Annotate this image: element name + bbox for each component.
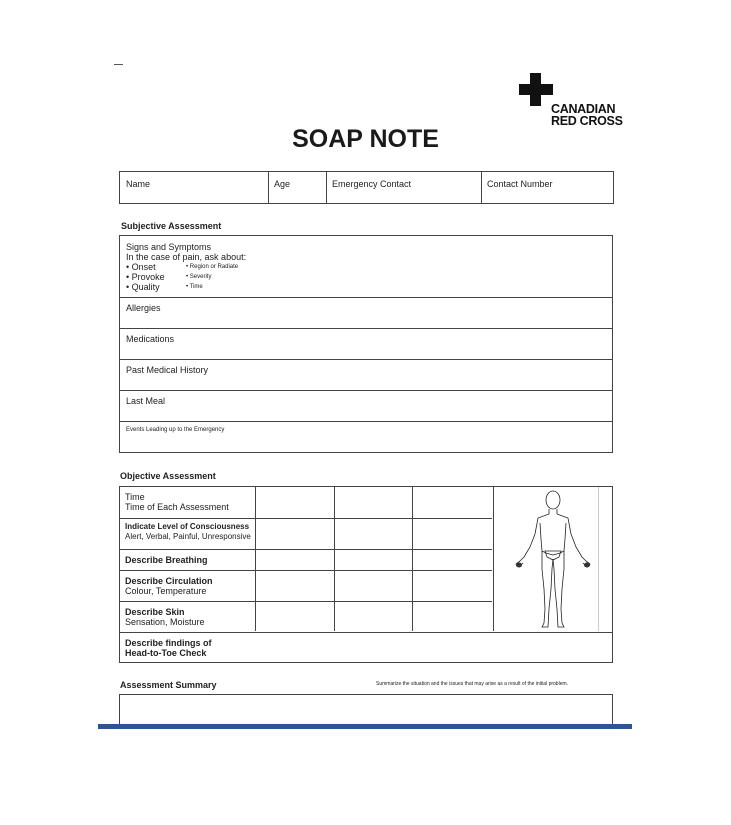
region-item: • Region or Radiate — [186, 264, 239, 270]
subjective-heading: Subjective Assessment — [121, 221, 222, 231]
severity-item: • Severity — [186, 274, 212, 280]
emergency-contact-field[interactable]: Emergency Contact — [332, 179, 412, 189]
time-title: Time — [125, 492, 145, 502]
summary-box[interactable] — [119, 694, 613, 726]
name-field[interactable]: Name — [126, 179, 151, 189]
events-field[interactable]: Events Leading up to the Emergency — [126, 427, 225, 433]
logo-line1: CANADIAN — [551, 102, 616, 116]
subjective-table — [119, 235, 613, 453]
consciousness-sub: Alert, Verbal, Painful, Unresponsive — [125, 532, 251, 541]
breathing-title: Describe Breathing — [125, 555, 208, 565]
onset-item: • Onset — [126, 262, 156, 272]
time-item: • Time — [186, 284, 203, 290]
summary-heading: Assessment Summary — [120, 680, 217, 690]
past-medical-history-field[interactable]: Past Medical History — [126, 365, 209, 375]
objective-heading: Objective Assessment — [120, 471, 216, 481]
contact-number-field[interactable]: Contact Number — [487, 179, 553, 189]
last-meal-field[interactable]: Last Meal — [126, 396, 166, 406]
allergies-field[interactable]: Allergies — [126, 303, 161, 313]
logo-text — [551, 103, 623, 127]
time-sub: Time of Each Assessment — [125, 502, 229, 512]
age-field[interactable]: Age — [274, 179, 291, 189]
pain-intro: In the case of pain, ask about: — [126, 252, 247, 262]
quality-item: • Quality — [126, 282, 160, 292]
consciousness-title: Indicate Level of Consciousness — [125, 522, 250, 531]
skin-title: Describe Skin — [125, 607, 185, 617]
circulation-sub: Colour, Temperature — [125, 586, 207, 596]
circulation-title: Describe Circulation — [125, 576, 213, 586]
top-mark — [114, 64, 123, 65]
header-fields-table — [119, 171, 614, 204]
head-to-toe-sub: Head-to-Toe Check — [125, 648, 207, 658]
footer-bar — [98, 724, 632, 729]
logo-line2: RED CROSS — [551, 114, 623, 128]
cross-icon — [519, 73, 553, 106]
summary-hint: Summarize the situation and the issues that may arise as a result of the initial problem. — [376, 681, 569, 687]
red-cross-logo — [519, 73, 623, 133]
medications-field[interactable]: Medications — [126, 334, 175, 344]
page-title: SOAP NOTE — [292, 125, 439, 153]
head-to-toe-title: Describe findings of — [125, 638, 212, 648]
objective-table — [119, 486, 613, 663]
signs-symptoms-label: Signs and Symptoms — [126, 242, 212, 252]
body-diagram — [508, 489, 598, 631]
skin-sub: Sensation, Moisture — [125, 617, 205, 627]
provoke-item: • Provoke — [126, 272, 165, 282]
